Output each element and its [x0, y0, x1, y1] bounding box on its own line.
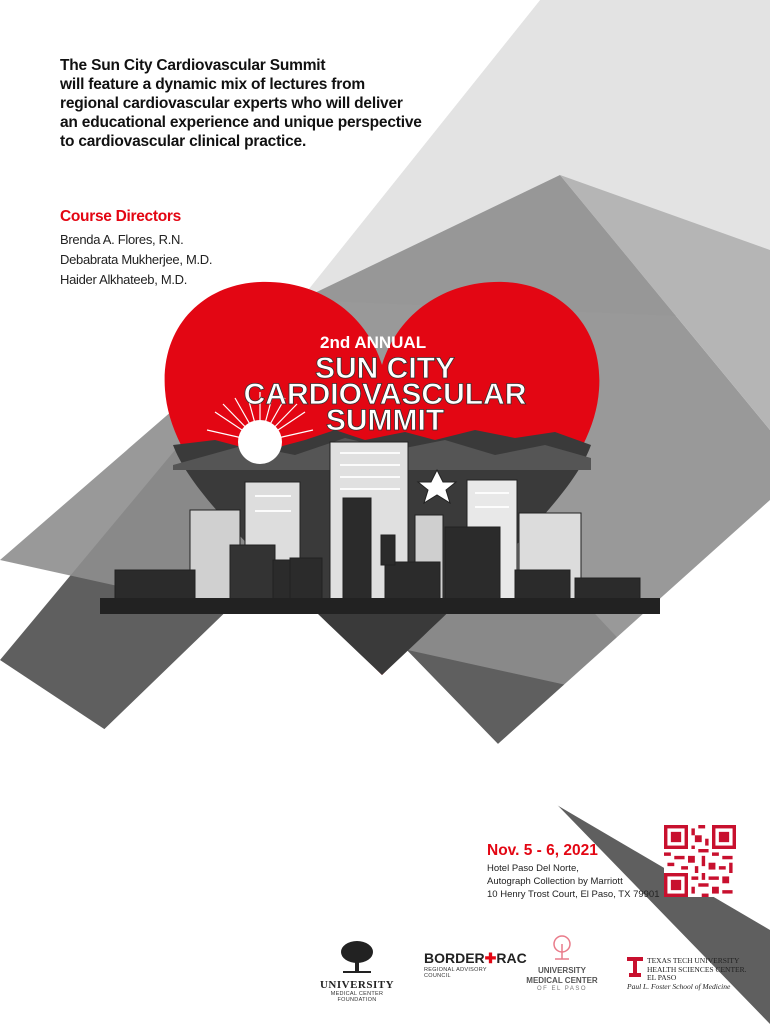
- umc-el-paso-logo: [522, 935, 602, 1000]
- venue-line: Autograph Collection by Marriott: [487, 876, 623, 887]
- intro-line: The Sun City Cardiovascular Summit: [60, 57, 326, 74]
- umc-line1: UNIVERSITY: [537, 966, 586, 975]
- intro-line: to cardiovascular clinical practice.: [60, 133, 307, 150]
- double-t-icon: [627, 957, 643, 977]
- umc-line2: MEDICAL CENTER: [526, 976, 598, 985]
- heart-skyline-illustration: [95, 270, 670, 695]
- intro-line: will feature a dynamic mix of lectures from: [60, 76, 365, 93]
- ttuhsc-logo: [627, 957, 757, 1002]
- director-name: Brenda A. Flores, R.N.: [60, 232, 184, 247]
- event-venue: [487, 862, 660, 901]
- border-rac-sub: REGIONAL ADVISORY COUNCIL: [424, 967, 487, 979]
- umc-line3: OF EL PASO: [536, 986, 587, 992]
- venue-line: Hotel Paso Del Norte,: [487, 863, 579, 874]
- tree-icon: [337, 940, 377, 974]
- intro-line: regional cardiovascular experts who will deliver: [60, 95, 403, 112]
- ttu-line2: HEALTH SCIENCES CENTER.: [647, 964, 747, 974]
- director-name: Debabrata Mukherjee, M.D.: [60, 252, 213, 267]
- border-rac-name2: RAC: [496, 950, 527, 966]
- hero-title-line: CARDIOVASCULAR: [243, 378, 527, 411]
- annual-label: 2nd ANNUAL: [320, 333, 427, 352]
- ttu-line1: TEXAS TECH UNIVERSITY: [647, 956, 740, 965]
- border-rac-name: BORDER: [424, 950, 485, 966]
- venue-line: 10 Henry Trost Court, El Paso, TX 79901: [487, 889, 660, 900]
- sponsor-logos: [300, 935, 760, 1005]
- qr-code-icon[interactable]: [664, 825, 736, 897]
- ttu-line4: Paul L. Foster School of Medicine: [627, 981, 731, 991]
- tree-of-life-icon: [549, 935, 575, 961]
- hero-title-line: SUN CITY: [314, 352, 456, 385]
- border-rac-logo: [424, 950, 527, 1000]
- university-foundation-sub: MEDICAL CENTER FOUNDATION: [330, 991, 384, 1003]
- course-directors-heading: Course Directors: [60, 208, 181, 225]
- director-name: Haider Alkhateeb, M.D.: [60, 272, 188, 287]
- ttu-line3: EL PASO: [647, 973, 677, 982]
- intro-line: an educational experience and unique perspective: [60, 114, 422, 131]
- hero-title-line: SUMMIT: [325, 404, 445, 437]
- event-date: Nov. 5 - 6, 2021: [487, 842, 598, 859]
- cross-icon: ✚: [484, 950, 497, 966]
- university-foundation-name: UNIVERSITY: [319, 979, 395, 991]
- intro-paragraph: [60, 56, 480, 151]
- university-foundation-logo: [312, 940, 402, 1003]
